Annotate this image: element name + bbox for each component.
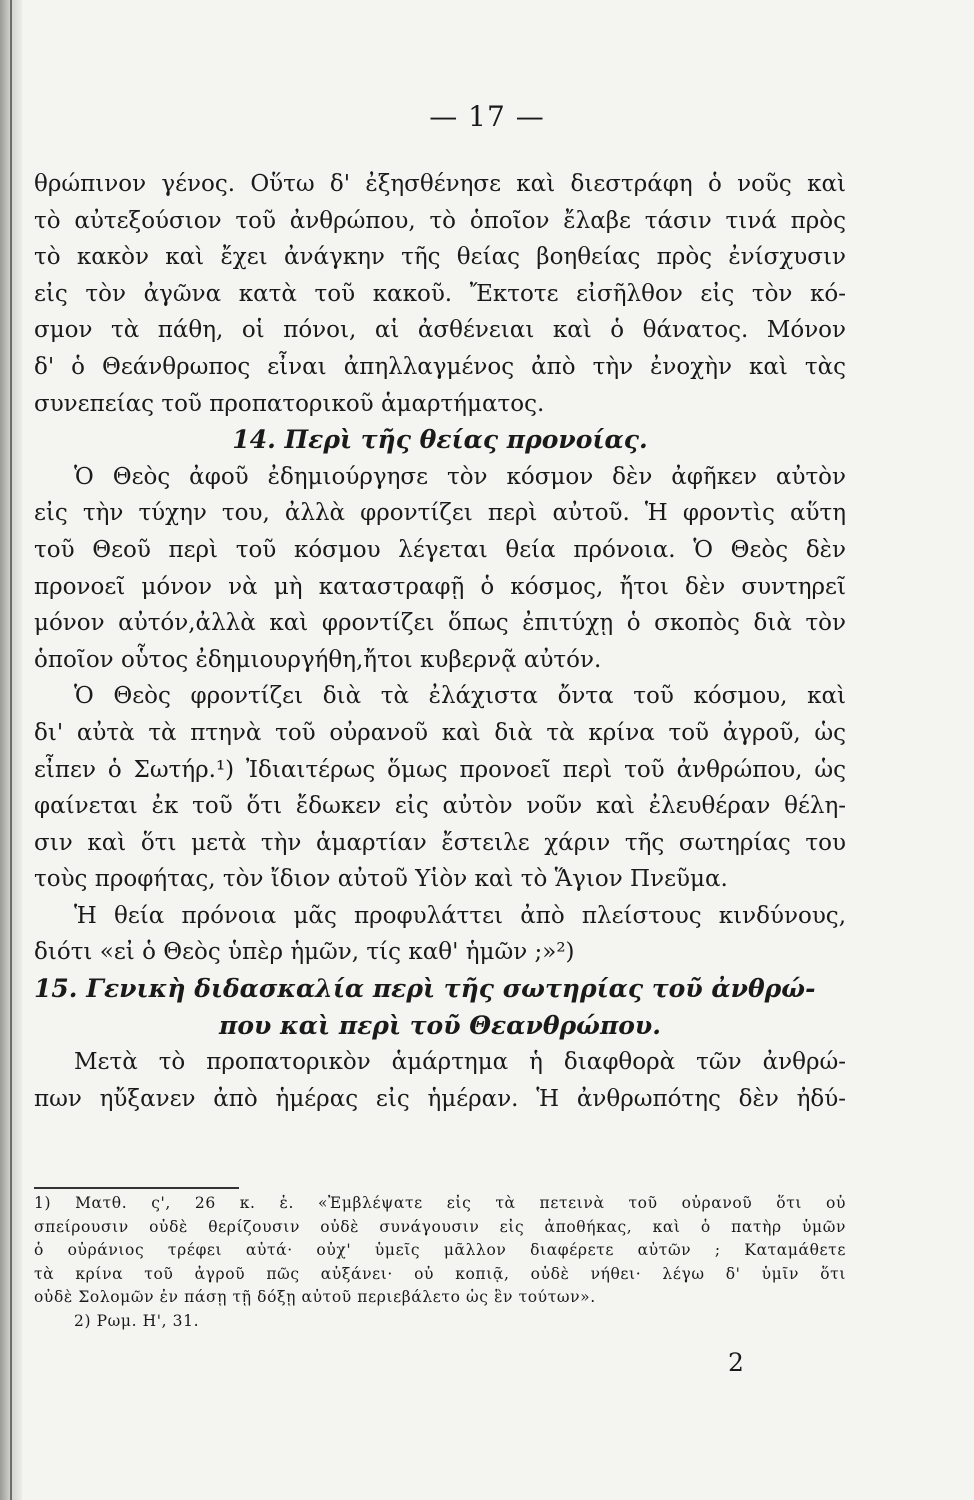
section-14-paragraph-1: [34, 459, 846, 679]
footnote-line: τὰ κρίνα τοῦ ἀγροῦ πῶς αὐξάνει· οὐ κοπιᾷ, οὐδὲ νήθει· λέγω δ' ὑμῖν ὅτι: [34, 1264, 846, 1283]
page-gutter-line: [10, 0, 12, 1500]
text-line: ὁποῖον οὗτος ἐδημιουργήθη,ἤτοι κυβερνᾷ αὐτόν.: [34, 646, 602, 673]
text-line: τοῦ Θεοῦ περὶ τοῦ κόσμου λέγεται θεία πρόνοια. Ὁ Θεὸς δὲν: [34, 536, 846, 563]
footnote-line: 2) Ρωμ. Η', 31.: [74, 1311, 200, 1330]
text-line: προνοεῖ μόνον νὰ μὴ καταστραφῇ ὁ κόσμος, ἤτοι δὲν συντηρεῖ: [34, 573, 846, 600]
text-line: εἶπεν ὁ Σωτήρ.¹) Ἰδιαιτέρως ὅμως προνοεῖ περὶ τοῦ ἀνθρώπου, ὡς: [34, 756, 846, 783]
text-line: τὸ αὐτεξούσιον τοῦ ἀνθρώπου, τὸ ὁποῖον ἔλαβε τάσιν τινά πρὸς: [34, 207, 846, 234]
section-14-paragraph-2: [34, 678, 846, 898]
text-line: σμον τὰ πάθη, οἱ πόνοι, αἱ ἀσθένειαι καὶ ὁ θάνατος. Μόνον: [34, 317, 846, 344]
text-line: τὸ κακὸν καὶ ἔχει ἀνάγκην τῆς θείας βοηθείας πρὸς ἐνίσχυσιν: [34, 244, 846, 271]
footnote-line: 1) Ματθ. ς', 26 κ. ἑ. «Ἐμβλέψατε εἰς τὰ πετεινὰ τοῦ οὐρανοῦ ὅτι οὐ: [34, 1194, 846, 1212]
text-line: Ὁ Θεὸς ἀφοῦ ἐδημιούργησε τὸν κόσμον δὲν ἀφῆκεν αὐτὸν: [74, 463, 846, 490]
text-line: εἰς τὴν τύχην του, ἀλλὰ φροντίζει περὶ αὐτοῦ. Ἡ φροντὶς αὕτη: [34, 500, 846, 527]
intro-paragraph: [34, 166, 846, 422]
text-line: θρώπινον γένος. Οὕτω δ' ἐξησθένησε καὶ διεστράφη ὁ νοῦς καὶ: [34, 171, 846, 197]
text-line: Ἡ θεία πρόνοια μᾶς προφυλάττει ἀπὸ πλείστους κινδύνους,: [74, 902, 846, 929]
section-15-heading-line-2: που καὶ περὶ τοῦ Θεανθρώπου.: [219, 1010, 661, 1040]
footnotes: [34, 1192, 846, 1334]
text-line: δι' αὐτὰ τὰ πτηνὰ τοῦ οὐρανοῦ καὶ διὰ τὰ κρίνα τοῦ ἀγροῦ, ὡς: [34, 719, 846, 746]
section-14-heading: 14. Περὶ τῆς θείας προνοίας.: [232, 425, 648, 455]
text-line: Ὁ Θεὸς φροντίζει διὰ τὰ ἐλάχιστα ὄντα τοῦ κόσμου, καὶ: [74, 683, 846, 710]
text-line: δ' ὁ Θεάνθρωπος εἶναι ἀπηλλαγμένος ἀπὸ τὴν ἐνοχὴν καὶ τὰς: [34, 353, 846, 380]
text-line: συνεπείας τοῦ προπατορικοῦ ἁμαρτήματος.: [34, 390, 545, 417]
text-line: πων ηὔξανεν ἀπὸ ἡμέρας εἰς ἡμέραν. Ἡ ἀνθρωπότης δὲν ἠδύ-: [34, 1085, 846, 1112]
main-text: [34, 166, 846, 1117]
text-line: σιν καὶ ὅτι μετὰ τὴν ἁμαρτίαν ἔστειλε χάριν τῆς σωτηρίας του: [34, 829, 846, 856]
footnote-line: οὐδὲ Σολομῶν ἐν πάσῃ τῇ δόξῃ αὐτοῦ περιεβάλετο ὡς ἓν τούτων».: [34, 1288, 596, 1307]
text-line: εἰς τὸν ἀγῶνα κατὰ τοῦ κακοῦ. Ἔκτοτε εἰσῆλθον εἰς τὸν κό-: [34, 280, 846, 307]
section-15-heading-line-1: 15. Γενικὴ διδασκαλία περὶ τῆς σωτηρίας τοῦ ἀνθρώ-: [34, 974, 816, 1004]
text-line: τοὺς προφήτας, τὸν ἴδιον αὐτοῦ Υἱὸν καὶ τὸ Ἅγιον Πνεῦμα.: [34, 866, 728, 893]
text-line: Μετὰ τὸ προπατορικὸν ἁμάρτημα ἡ διαφθορὰ τῶν ἀνθρώ-: [74, 1049, 846, 1076]
text-line: διότι «εἰ ὁ Θεὸς ὑπὲρ ἡμῶν, τίς καθ' ἡμῶν ;»²): [34, 939, 575, 966]
signature-mark: 2: [728, 1348, 744, 1377]
page-number: — 17 —: [429, 100, 545, 133]
footnote-line: ὁ οὐράνιος τρέφει αὐτά· οὐχ' ὑμεῖς μᾶλλον διαφέρετε αὐτῶν ; Καταμάθετε: [34, 1241, 846, 1260]
footnote-line: σπείρουσιν οὐδὲ θερίζουσιν οὐδὲ συνάγουσιν εἰς ἀποθήκας, καὶ ὁ πατὴρ ὑμῶν: [34, 1217, 846, 1236]
section-15-paragraph-1: [34, 1044, 846, 1117]
text-line: μόνον αὐτόν,ἀλλὰ καὶ φροντίζει ὅπως ἐπιτύχῃ ὁ σκοπὸς διὰ τὸν: [34, 610, 846, 637]
footnote-divider: [34, 1187, 239, 1189]
text-line: φαίνεται ἐκ τοῦ ὅτι ἔδωκεν εἰς αὐτὸν νοῦν καὶ ἐλευθέραν θέλη-: [34, 793, 846, 820]
section-14-paragraph-3: [34, 898, 846, 971]
